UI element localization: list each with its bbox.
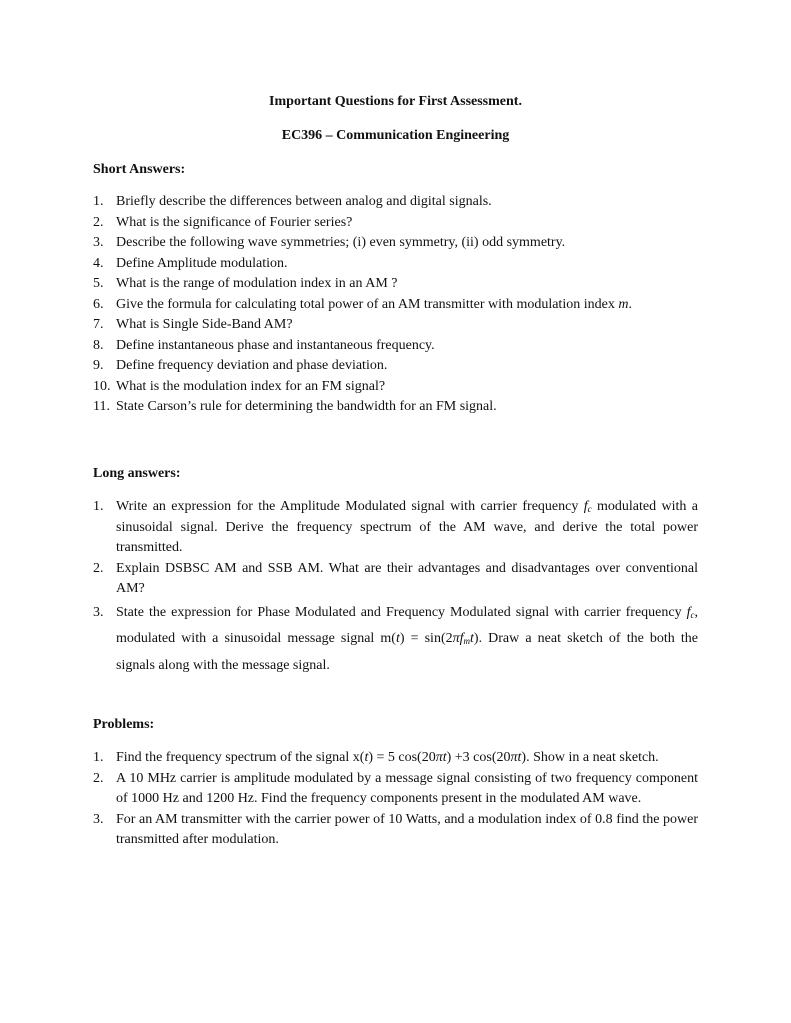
problems-heading: Problems:: [93, 717, 155, 732]
item-number: 2.: [93, 770, 104, 786]
question-text: State Carson’s rule for determining the bandwidth for an FM signal.: [116, 399, 497, 414]
modulation-index-symbol: m: [618, 296, 629, 312]
course-title: EC396 – Communication Engineering: [281, 128, 510, 143]
item-number: 11.: [93, 399, 110, 414]
question-text-part: ) = 5 cos(20: [368, 750, 436, 765]
list-item: [93, 397, 698, 418]
question-text-part: Write an expression for the Amplitude Modulated signal with carrier frequency: [116, 499, 584, 514]
item-number: 2.: [93, 214, 104, 230]
question-text-part: ). Draw a neat sketch of the both the signals along with the message signal.: [116, 631, 698, 673]
list-item: [93, 810, 698, 851]
list-item: [93, 315, 698, 336]
question-text: [116, 600, 698, 680]
document-title: Important Questions for First Assessment.: [269, 94, 522, 109]
question-text-part: Find the frequency spectrum of the signal x(: [116, 750, 365, 765]
carrier-frequency-subscript: c: [690, 609, 695, 620]
long-answers-heading: Long answers:: [93, 466, 181, 481]
question-text: What is Single Side-Band AM?: [116, 317, 293, 332]
problems-list: [93, 748, 698, 851]
question-text-part: State the expression for Phase Modulated and Frequency Modulated signal with carrier frequency: [116, 604, 687, 620]
carrier-frequency-symbol: f: [583, 499, 588, 514]
question-text-part: ). Show in a neat sketch.: [521, 750, 659, 765]
list-item: [93, 769, 698, 810]
question-text-part: .: [628, 296, 632, 312]
list-item: [93, 559, 698, 600]
carrier-frequency-subscript: c: [587, 504, 592, 514]
item-number: 1.: [93, 499, 104, 514]
item-number: 4.: [93, 255, 104, 271]
item-number: 5.: [93, 276, 104, 291]
item-number: 3.: [93, 811, 104, 827]
list-item: [93, 295, 698, 316]
question-text: A 10 MHz carrier is amplitude modulated by a message signal consisting of two frequency component of 1000 Hz and 1200 Hz. Find the frequency components present in the modulated AM wave.: [116, 770, 698, 806]
item-number: 1.: [93, 194, 104, 209]
question-text: [116, 295, 698, 316]
question-text-part: modulated with a sinusoidal signal. Derive the frequency spectrum of the AM wave, and derive the total power transmitted.: [116, 499, 699, 555]
question-text: What is the modulation index for an FM signal?: [116, 378, 386, 394]
list-item: [93, 748, 698, 769]
question-text: Describe the following wave symmetries; (i) even symmetry, (ii) odd symmetry.: [116, 235, 566, 250]
item-number: 7.: [93, 317, 104, 332]
list-item: [93, 336, 698, 357]
list-item: [93, 497, 698, 559]
list-item: [93, 233, 698, 254]
time-symbol: t: [364, 750, 369, 765]
item-number: 9.: [93, 358, 104, 373]
question-text: Briefly describe the differences between analog and digital signals.: [116, 194, 492, 209]
short-answers-heading: Short Answers:: [93, 162, 186, 177]
question-text: What is the significance of Fourier series?: [116, 214, 353, 230]
item-number: 10.: [93, 378, 111, 394]
message-frequency-subscript: m: [463, 636, 471, 646]
pi-t-symbol: πt: [435, 750, 447, 765]
item-number: 6.: [93, 296, 104, 312]
item-number: 1.: [93, 750, 104, 765]
question-text: For an AM transmitter with the carrier power of 10 Watts, and a modulation index of 0.8 find the power transmitted after modulation.: [116, 811, 698, 847]
question-text: [116, 748, 698, 769]
message-frequency-symbol: f: [459, 631, 464, 646]
question-text-part: ) = sin(2: [399, 631, 453, 646]
item-number: 2.: [93, 560, 104, 576]
question-text-part: , modulated with a sinusoidal message signal m(: [116, 604, 698, 646]
question-text-part: Give the formula for calculating total power of an AM transmitter with modulation index: [116, 296, 619, 312]
list-item: [93, 274, 698, 295]
list-item: [93, 254, 698, 275]
item-number: 3.: [93, 604, 104, 620]
item-number: 3.: [93, 235, 104, 250]
time-symbol: t: [470, 631, 474, 646]
list-item: [93, 377, 698, 398]
list-item: [93, 600, 698, 680]
pi-t-symbol: πt: [510, 750, 522, 765]
short-answers-list: [93, 192, 698, 418]
item-number: 8.: [93, 337, 104, 353]
long-answers-list: [93, 497, 698, 679]
question-text: What is the range of modulation index in an AM ?: [116, 276, 398, 291]
time-symbol: t: [395, 631, 400, 646]
list-item: [93, 356, 698, 377]
carrier-frequency-symbol: f: [686, 604, 691, 620]
question-text: [116, 497, 698, 559]
list-item: [93, 192, 698, 213]
question-text: Define frequency deviation and phase deviation.: [116, 358, 388, 373]
question-text: Define instantaneous phase and instantaneous frequency.: [116, 337, 435, 353]
pi-symbol: π: [452, 631, 460, 646]
list-item: [93, 213, 698, 234]
question-text: Define Amplitude modulation.: [116, 255, 288, 271]
question-text-part: ) +3 cos(20: [446, 750, 511, 765]
question-text: Explain DSBSC AM and SSB AM. What are their advantages and disadvantages over conventional AM?: [116, 560, 698, 596]
